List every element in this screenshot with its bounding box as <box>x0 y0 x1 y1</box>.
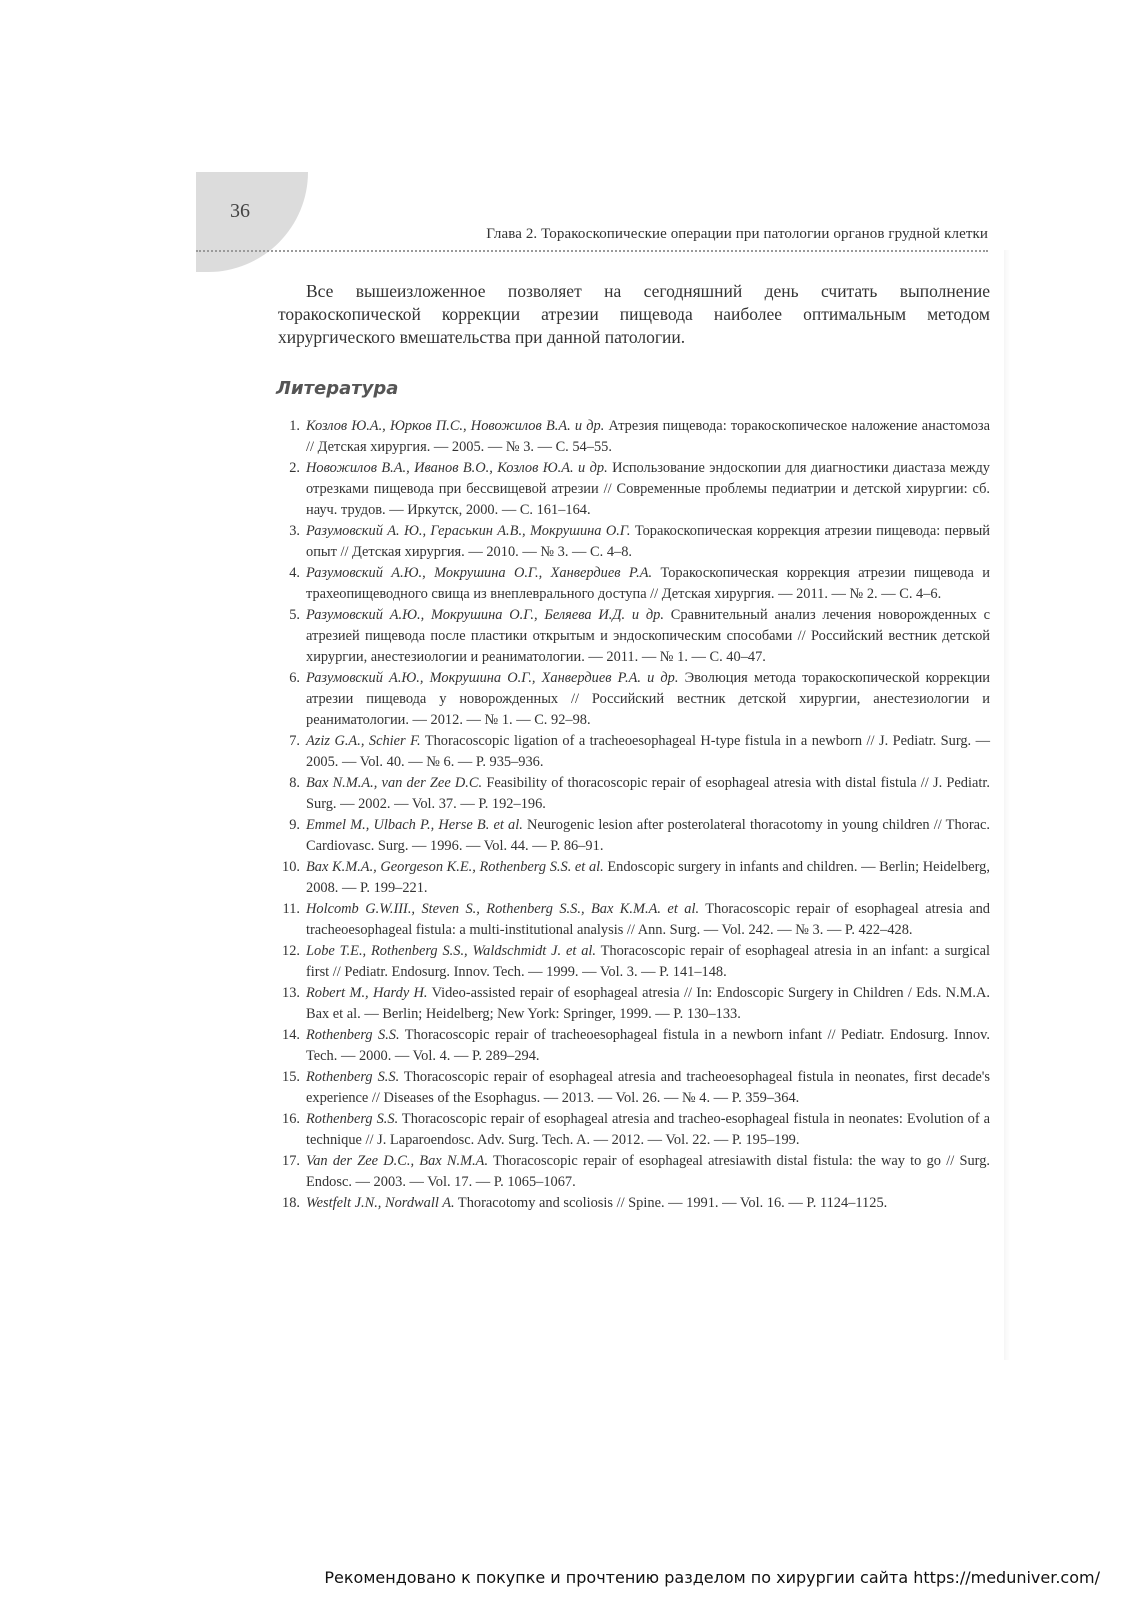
reference-item <box>276 941 990 983</box>
intro-paragraph: Все вышеизложенное позволяет на сегодняшний день считать выполнение торакоскопической коррекции атрезии пищевода наиболее оптимальным методом хирургического вмешательства при данной патологии. <box>278 281 990 347</box>
reference-authors: Разумовский А.Ю., Мокрушина О.Г., Ханвердиев Р.А. и др. <box>306 670 679 686</box>
reference-text <box>306 1067 990 1109</box>
reference-authors: Разумовский А.Ю., Мокрушина О.Г., Ханвердиев Р.А. <box>306 565 653 581</box>
reference-number: 3. <box>289 523 300 539</box>
reference-text <box>306 1025 990 1067</box>
reference-number: 17. <box>282 1153 300 1169</box>
reference-number: 9. <box>289 817 300 833</box>
reference-item <box>276 1151 990 1193</box>
reference-item <box>276 1109 990 1151</box>
reference-authors: Holcomb G.W.III., Steven S., Rothenberg S.S., Bax K.M.A. et al. <box>306 901 700 917</box>
references-title: Литература <box>276 378 399 399</box>
reference-details: Neurogenic lesion after posterolateral thoracotomy in young children // Thorac. Cardiovasc. Surg. — 1996. — Vol. 44. — P. 86–91. <box>306 817 990 854</box>
reference-authors: Разумовский А.Ю., Мокрушина О.Г., Беляева И.Д. и др. <box>306 607 664 623</box>
reference-text <box>306 563 990 605</box>
reference-number: 2. <box>289 460 300 476</box>
reference-details: Сравнительный анализ лечения новорожденных с атрезией пищевода после пластики открытым и эндоскопическим способами // Российский вестник детской хирургии, анестезиологии и реаниматологии. — 2011. — № 1. — С. 40–47. <box>306 607 991 665</box>
reference-text <box>306 521 990 563</box>
reference-authors: Van der Zee D.C., Bax N.M.A. <box>306 1153 489 1169</box>
reference-details: Video-assisted repair of esophageal atresia // In: Endoscopic Surgery in Children / Eds. N.M.A. Bax et al. — Berlin; Heidelberg; New York: Springer, 1999. — P. 130–133. <box>306 985 990 1022</box>
reference-text <box>306 857 990 899</box>
reference-authors: Emmel M., Ulbach P., Herse B. et al. <box>306 817 523 833</box>
reference-details: Торакоскопическая коррекция атрезии пищевода: первый опыт // Детская хирургия. — 2010. — № 3. — С. 4–8. <box>306 523 990 560</box>
reference-number: 1. <box>289 418 300 434</box>
reference-details: Торакоскопическая коррекция атрезии пищевода и трахеопищеводного свища из внеплеврального доступа // Детская хирургия. — 2011. — № 2. — С. 4–6. <box>306 565 990 602</box>
reference-text <box>306 416 990 458</box>
page-edge-shadow <box>1004 250 1010 1360</box>
reference-text <box>306 1151 990 1193</box>
reference-text <box>306 1193 990 1214</box>
reference-item <box>276 1067 990 1109</box>
reference-details: Feasibility of thoracoscopic repair of esophageal atresia with distal fistula // J. Pediatr. Surg. — 2002. — Vol. 37. — P. 192–196. <box>306 775 990 812</box>
reference-number: 15. <box>282 1069 300 1085</box>
reference-details: Атрезия пищевода: торакоскопическое наложение анастомоза // Детская хирургия. — 2005. — № 3. — С. 54–55. <box>306 418 990 455</box>
reference-text <box>306 773 990 815</box>
reference-item <box>276 416 990 458</box>
reference-text <box>306 983 990 1025</box>
reference-details: Thoracotomy and scoliosis // Spine. — 1991. — Vol. 16. — P. 1124–1125. <box>454 1195 888 1211</box>
reference-authors: Разумовский А. Ю., Гераськин А.В., Мокрушина О.Г. <box>306 523 631 539</box>
reference-text <box>306 899 990 941</box>
reference-text <box>306 731 990 773</box>
reference-number: 13. <box>282 985 300 1001</box>
reference-item <box>276 1193 990 1214</box>
reference-text <box>306 605 990 668</box>
reference-details: Thoracoscopic repair of esophageal atresia in an infant: a surgical first // Pediatr. Endosurg. Innov. Tech. — 1999. — Vol. 3. — P. 141–148. <box>306 943 990 980</box>
reference-number: 18. <box>282 1195 300 1211</box>
reference-number: 7. <box>289 733 300 749</box>
reference-details: Использование эндоскопии для диагностики диастаза между отрезками пищевода при бессвищевой атрезии // Современные проблемы педиатрии и детской хирургии: сб. науч. трудов. — Иркутск, 2000. — С. 161–164. <box>306 460 990 518</box>
reference-details: Thoracoscopic repair of tracheoesophageal fistula in a newborn infant // Pediatr. Endosurg. Innov. Tech. — 2000. — Vol. 4. — P. 289–294. <box>306 1027 990 1064</box>
reference-text <box>306 458 990 521</box>
reference-details: Thoracoscopic ligation of a tracheoesophageal H-type fistula in a newborn // J. Pediatr. Surg. — 2005. — Vol. 40. — № 6. — P. 935–936. <box>306 733 990 770</box>
running-head: Глава 2. Торакоскопические операции при патологии органов грудной клетки <box>486 226 988 242</box>
reference-authors: Rothenberg S.S. <box>306 1111 399 1127</box>
reference-number: 11. <box>282 901 300 917</box>
page-number: 36 <box>230 200 250 222</box>
reference-number: 6. <box>289 670 300 686</box>
reference-item <box>276 731 990 773</box>
reference-authors: Lobe T.E., Rothenberg S.S., Waldschmidt J. et al. <box>306 943 597 959</box>
reference-details: Thoracoscopic repair of esophageal atresia and tracheo-esophageal fistula in neonates: Evolution of a technique // J. Laparoendosc. Adv. Surg. Tech. A. — 2012. — Vol. 22. — P. 195–199. <box>306 1111 990 1148</box>
reference-details: Thoracoscopic repair of esophageal atresia and tracheoesophageal fistula: a multi-institutional analysis // Ann. Surg. — Vol. 242. — № 3. — P. 422–428. <box>306 901 990 938</box>
reference-authors: Новожилов В.А., Иванов В.О., Козлов Ю.А. и др. <box>306 460 608 476</box>
reference-authors: Westfelt J.N., Nordwall A. <box>306 1195 455 1211</box>
reference-authors: Bax N.M.A., van der Zee D.C. <box>306 775 483 791</box>
reference-authors: Козлов Ю.А., Юрков П.С., Новожилов В.А. и др. <box>306 418 605 434</box>
reference-number: 16. <box>282 1111 300 1127</box>
reference-authors: Aziz G.A., Schier F. <box>306 733 421 749</box>
reference-item <box>276 563 990 605</box>
reference-details: Thoracoscopic repair of esophageal atresiawith distal fistula: the way to go // Surg. Endosc. — 2003. — Vol. 17. — P. 1065–1067. <box>306 1153 990 1190</box>
reference-authors: Rothenberg S.S. <box>306 1027 400 1043</box>
reference-item <box>276 857 990 899</box>
reference-item <box>276 1025 990 1067</box>
reference-text <box>306 815 990 857</box>
reference-item <box>276 815 990 857</box>
reference-item <box>276 458 990 521</box>
reference-authors: Bax K.M.A., Georgeson K.E., Rothenberg S.S. et al. <box>306 859 604 875</box>
reference-item <box>276 899 990 941</box>
reference-details: Endoscopic surgery in infants and children. — Berlin; Heidelberg, 2008. — P. 199–221. <box>306 859 990 896</box>
reference-number: 14. <box>282 1027 300 1043</box>
reference-item <box>276 605 990 668</box>
references-list <box>276 416 990 1214</box>
reference-item <box>276 773 990 815</box>
reference-text <box>306 668 990 731</box>
reference-authors: Robert M., Hardy H. <box>306 985 428 1001</box>
reference-item <box>276 668 990 731</box>
reference-number: 10. <box>282 859 300 875</box>
reference-text <box>306 1109 990 1151</box>
reference-details: Thoracoscopic repair of esophageal atresia and tracheoesophageal fistula in neonates, first decade's experience // Diseases of the Esophagus. — 2013. — Vol. 26. — № 4. — P. 359–364. <box>306 1069 990 1106</box>
reference-number: 8. <box>289 775 300 791</box>
page-number-tab <box>196 172 308 272</box>
reference-details: Эволюция метода торакоскопической коррекции атрезии пищевода у новорожденных // Российский вестник детской хирургии, анестезиологии и реаниматологии. — 2012. — № 1. — С. 92–98. <box>306 670 991 728</box>
footer-recommendation: Рекомендовано к покупке и прочтению разделом по хирургии сайта https://meduniver.com/ <box>324 1568 1100 1587</box>
reference-number: 5. <box>289 607 300 623</box>
reference-authors: Rothenberg S.S. <box>306 1069 400 1085</box>
header-divider <box>196 250 988 252</box>
reference-item <box>276 983 990 1025</box>
reference-item <box>276 521 990 563</box>
reference-number: 12. <box>282 943 300 959</box>
reference-text <box>306 941 990 983</box>
reference-number: 4. <box>289 565 300 581</box>
